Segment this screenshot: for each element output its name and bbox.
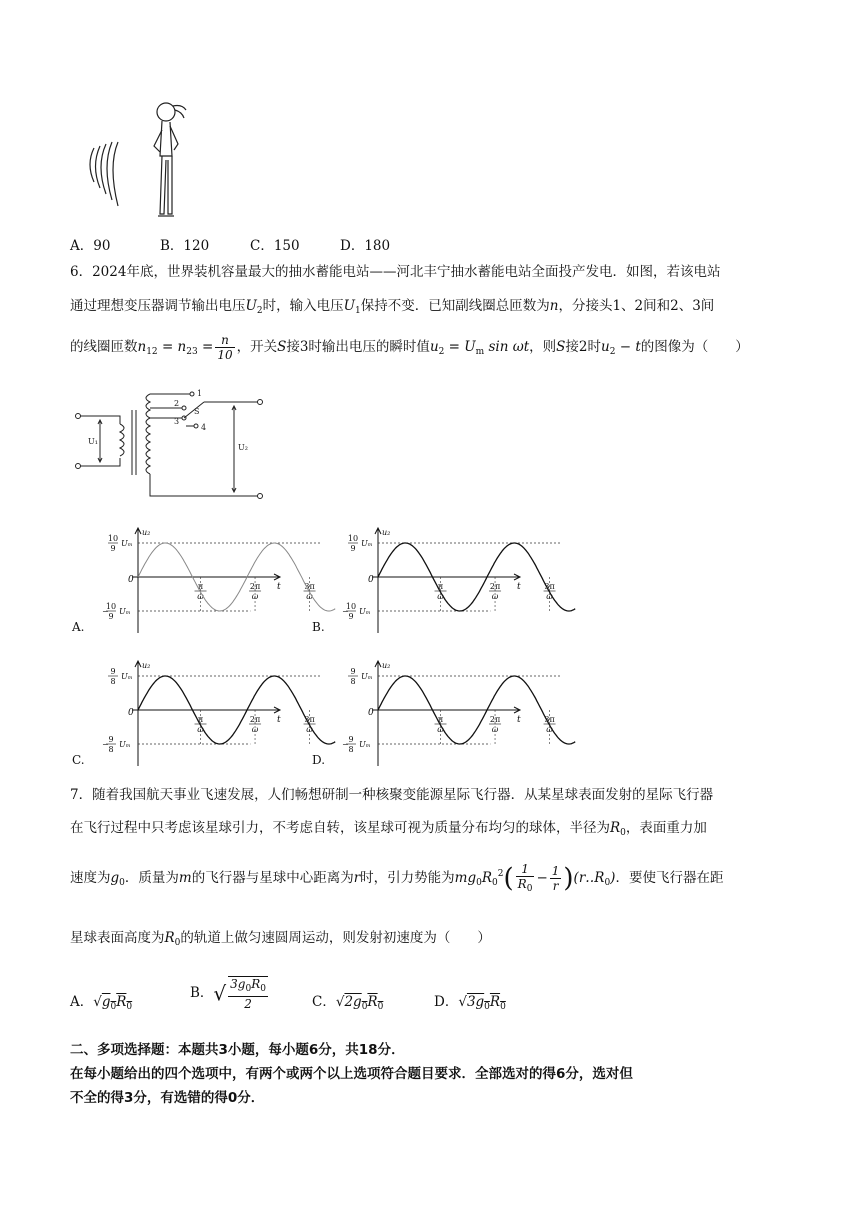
graph-ymin-label: [342, 735, 371, 754]
q7-option-a[interactable]: A．$√g_0R_0$: [70, 994, 133, 1012]
q7-line-3: 速度为$g_0$．质量为m的飞行器与星球中心距离为r时，引力势能为$mg_0R_0^2$( $\frac{1}{R_0}$ − $\frac{1}{r}$ )$(r‥R_0)$．要使飞行器在距: [70, 861, 724, 894]
svg-text:8: 8: [110, 677, 116, 686]
svg-text:ω: ω: [197, 592, 204, 601]
svg-text:ω: ω: [251, 725, 259, 734]
section-2-desc-2: 不全的得3分，有选错的得0分．: [70, 1090, 265, 1106]
svg-text:Uₘ: Uₘ: [119, 607, 131, 616]
graph-x-axis-label: t: [517, 582, 521, 592]
graph-x-tick-1: [195, 577, 207, 613]
graph-option-label: A.: [72, 620, 85, 634]
q6-line-2: 通过理想变压器调节输出电压$U_2$时，输入电压$U_1$保持不变．已知副线圈总匝数为n，分接头1、2间和2、3间: [70, 298, 715, 316]
svg-text:ω: ω: [251, 592, 259, 601]
graph-y-axis-label: u₂: [382, 661, 391, 670]
q7-option-b[interactable]: B．√ $\frac{3g_0R_0}{2}$: [190, 977, 267, 1011]
section-2-title: 二、多项选择题：本题共3小题，每小题6分，共18分．: [70, 1042, 405, 1058]
svg-text:9: 9: [108, 612, 114, 621]
svg-text:−: −: [342, 607, 349, 616]
svg-text:9: 9: [348, 612, 354, 621]
graph-option-label: C.: [72, 753, 85, 767]
svg-text:2π: 2π: [249, 715, 261, 724]
svg-text:Uₘ: Uₘ: [361, 672, 373, 681]
svg-text:Uₘ: Uₘ: [361, 539, 373, 548]
transformer-circuit: [70, 380, 270, 500]
graph-x-tick-3: [544, 577, 556, 613]
q5-option-a[interactable]: A．90: [70, 238, 111, 254]
q7-line-2: 在飞行过程中只考虑该星球引力，不考虑自转，该星球可视为质量分布均匀的球体，半径为$R_0$，表面重力加: [70, 820, 707, 838]
svg-text:8: 8: [108, 745, 114, 754]
graph-ymax-label: [108, 534, 133, 553]
circuit-tap-3: 3: [174, 417, 180, 426]
svg-text:9: 9: [110, 667, 116, 676]
graph-x-axis-label: t: [277, 715, 281, 725]
graph-ymax-label: [108, 667, 133, 686]
svg-text:9: 9: [110, 544, 116, 553]
svg-text:ω: ω: [546, 592, 553, 601]
svg-text:Uₘ: Uₘ: [119, 740, 131, 749]
q5-option-b[interactable]: B．120: [160, 238, 210, 254]
q5-option-c[interactable]: C．150: [250, 238, 300, 254]
svg-text:Uₘ: Uₘ: [359, 740, 371, 749]
graph-x-tick-1: [195, 710, 207, 746]
svg-text:2π: 2π: [489, 715, 501, 724]
circuit-tap-2: 2: [174, 399, 180, 408]
graph-origin-label: 0: [128, 575, 134, 585]
svg-text:2π: 2π: [249, 582, 261, 591]
section-2-desc-1: 在每小题给出的四个选项中，有两个或两个以上选项符合题目要求．全部选对的得6分，选对但: [70, 1066, 633, 1082]
graph-ymax-label: [348, 534, 373, 553]
svg-text:2π: 2π: [489, 582, 501, 591]
graph-x-axis-label: t: [277, 582, 281, 592]
q6-graph-option-a[interactable]: [72, 525, 315, 639]
q6-line-3: 的线圈匝数$n_{12} = n_{23}$ = $\frac{n}{10}$ ，开关S接3时输出电压的瞬时值$u_2 = U_m$ sin ωt，则S接2时$u_2 - t$的图像为（ ）: [70, 333, 749, 362]
graph-y-axis-label: u₂: [142, 528, 151, 537]
graph-x-tick-2: [489, 710, 501, 746]
graph-x-axis-label: t: [517, 715, 521, 725]
graph-x-tick-2: [249, 710, 261, 746]
q5-option-d[interactable]: D．180: [340, 238, 391, 254]
graph-ymax-label: [348, 667, 373, 686]
svg-text:3π: 3π: [304, 715, 315, 724]
graph-origin-label: 0: [368, 575, 374, 585]
svg-text:ω: ω: [491, 592, 499, 601]
girl-sound-wave-figure: [76, 96, 196, 226]
svg-text:9: 9: [348, 735, 354, 744]
graph-origin-label: 0: [128, 708, 134, 718]
graph-x-tick-2: [249, 577, 261, 613]
svg-text:8: 8: [350, 677, 356, 686]
graph-y-axis-label: u₂: [142, 661, 151, 670]
circuit-switch-s: S: [194, 407, 200, 416]
q6-graph-option-c[interactable]: [72, 658, 315, 772]
svg-text:Uₘ: Uₘ: [121, 672, 133, 681]
svg-text:8: 8: [348, 745, 354, 754]
svg-text:Uₘ: Uₘ: [121, 539, 133, 548]
svg-text:π: π: [437, 582, 444, 591]
q7-line-4: 星球表面高度为$R_0$的轨道上做匀速圆周运动，则发射初速度为（ ）: [70, 930, 491, 948]
graph-x-tick-1: [435, 577, 447, 613]
svg-text:ω: ω: [306, 725, 313, 734]
graph-y-axis-label: u₂: [382, 528, 391, 537]
graph-option-label: D.: [312, 753, 326, 767]
svg-text:10: 10: [345, 602, 357, 611]
svg-text:3π: 3π: [544, 582, 555, 591]
svg-text:10: 10: [347, 534, 359, 543]
q7-line-1: 7．随着我国航天事业飞速发展，人们畅想研制一种核聚变能源星际飞行器．从某星球表面发射的星际飞行器: [70, 787, 714, 803]
svg-text:9: 9: [350, 667, 356, 676]
graph-ymin-label: [342, 602, 371, 621]
graph-ymin-label: [102, 602, 131, 621]
svg-text:ω: ω: [546, 725, 553, 734]
svg-text:10: 10: [107, 534, 119, 543]
svg-text:π: π: [437, 715, 444, 724]
svg-text:π: π: [197, 582, 204, 591]
graph-option-label: B.: [312, 620, 325, 634]
svg-text:9: 9: [108, 735, 114, 744]
q7-option-d[interactable]: D．$√3g_0R_0$: [434, 994, 506, 1012]
svg-text:ω: ω: [491, 725, 499, 734]
q6-graph-option-b[interactable]: [312, 525, 555, 639]
q7-option-c[interactable]: C．$√2g_0R_0$: [312, 994, 384, 1012]
circuit-u2-label: U₂: [238, 443, 248, 452]
q6-line-1: 6．2024年底，世界装机容量最大的抽水蓄能电站——河北丰宁抽水蓄能电站全面投产发电．如图，若该电站: [70, 264, 721, 280]
svg-text:3π: 3π: [304, 582, 315, 591]
svg-text:3π: 3π: [544, 715, 555, 724]
svg-text:−: −: [102, 740, 109, 749]
svg-text:Uₘ: Uₘ: [359, 607, 371, 616]
svg-text:−: −: [102, 607, 109, 616]
svg-text:ω: ω: [437, 592, 444, 601]
svg-text:ω: ω: [197, 725, 204, 734]
graph-x-tick-3: [544, 710, 556, 746]
circuit-tap-1: 1: [197, 389, 203, 398]
graph-origin-label: 0: [368, 708, 374, 718]
svg-text:10: 10: [105, 602, 117, 611]
svg-text:ω: ω: [437, 725, 444, 734]
q6-graph-option-d[interactable]: [312, 658, 555, 772]
circuit-tap-4: 4: [201, 423, 207, 432]
svg-text:π: π: [197, 715, 204, 724]
svg-text:ω: ω: [306, 592, 313, 601]
svg-text:−: −: [342, 740, 349, 749]
svg-text:9: 9: [350, 544, 356, 553]
circuit-u1-label: U₁: [88, 437, 98, 446]
graph-ymin-label: [102, 735, 131, 754]
graph-x-tick-2: [489, 577, 501, 613]
graph-x-tick-1: [435, 710, 447, 746]
